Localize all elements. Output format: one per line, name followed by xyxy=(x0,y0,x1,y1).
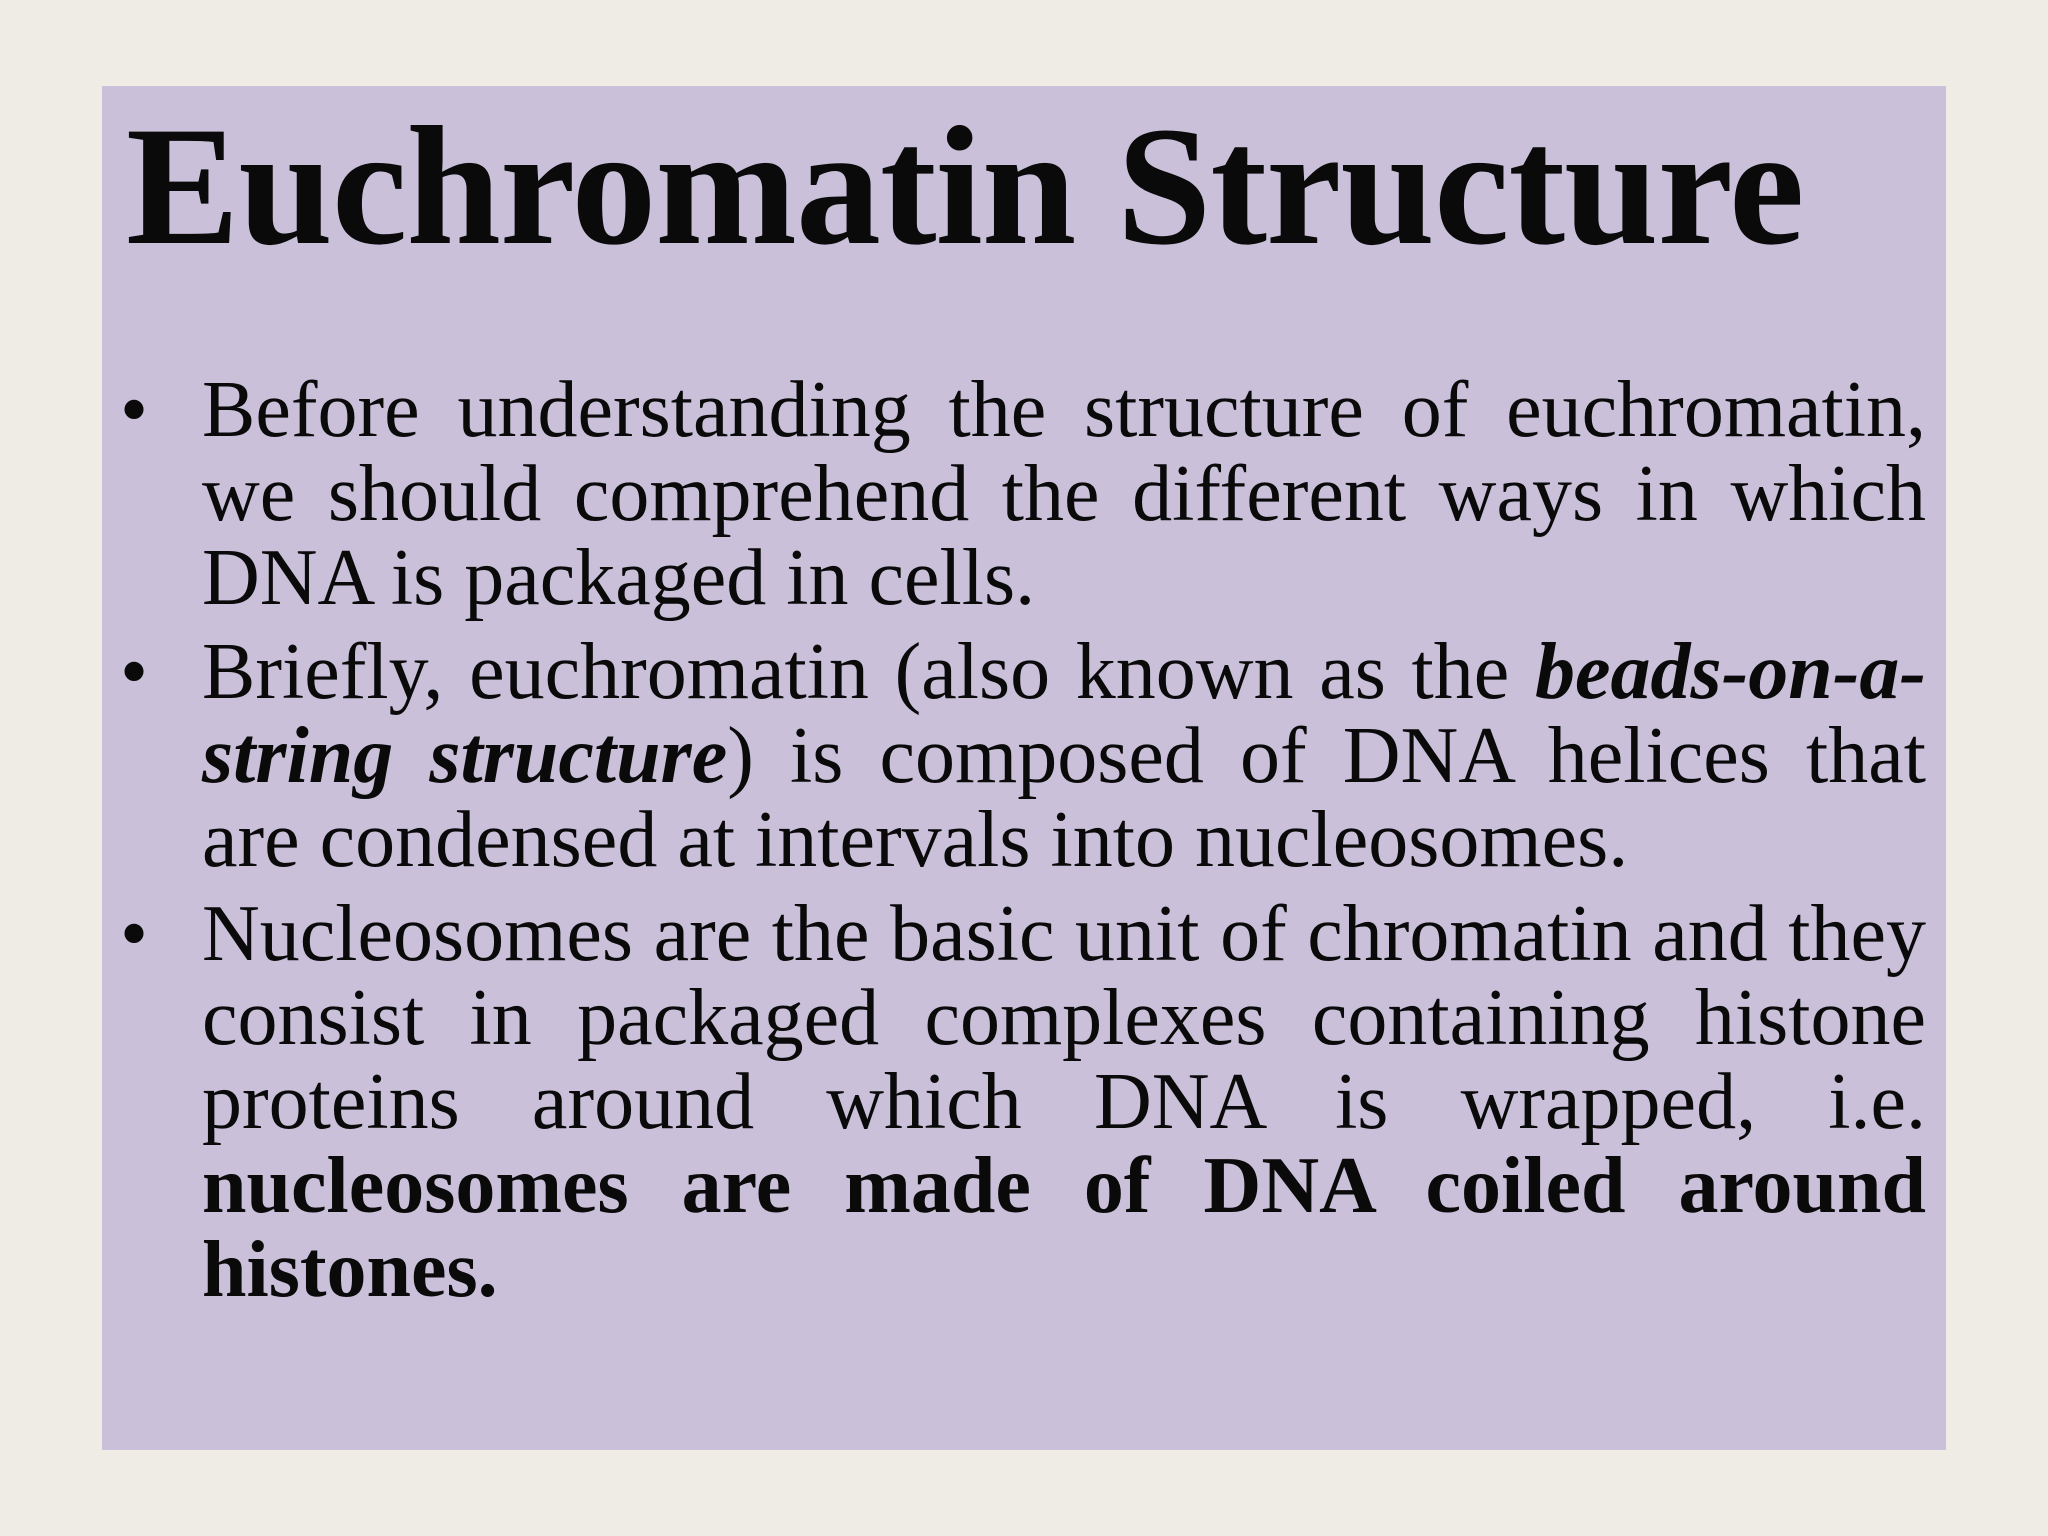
bullet-text: ) is composed of DNA helices that are condensed at intervals into nucleosomes. xyxy=(202,712,1926,884)
bullet-list xyxy=(120,368,1926,1322)
bullet-emphasis-text: nucleosomes are made of DNA coiled around histones. xyxy=(202,1142,1926,1314)
bullet-dot-icon: • xyxy=(120,366,149,454)
bullet-text: Before understanding the structure of euchromatin, we should comprehend the different ways in which DNA is packaged in cells. xyxy=(202,366,1926,622)
bullet-dot-icon: • xyxy=(120,890,149,978)
bullet-item xyxy=(120,630,1926,882)
slide-title: Euchromatin Structure xyxy=(126,92,1804,280)
bullet-item xyxy=(120,368,1926,620)
bullet-text: Briefly, euchromatin (also known as the xyxy=(202,628,1535,716)
bullet-dot-icon: • xyxy=(120,628,149,716)
bullet-item xyxy=(120,892,1926,1312)
bullet-emphasis-text: beads-on-a-string structure xyxy=(202,628,1926,800)
bullet-text: Nucleosomes are the basic unit of chromatin and they consist in packaged complexes containing histone proteins around which DNA is wrapped, i.e. xyxy=(202,890,1926,1146)
